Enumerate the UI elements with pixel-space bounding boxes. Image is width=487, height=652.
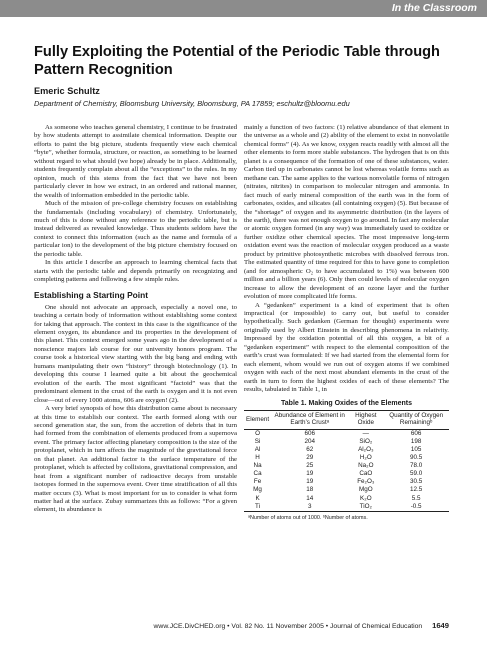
table-cell: 12.5 bbox=[410, 486, 423, 494]
table-cell: MgO bbox=[359, 486, 373, 494]
table-row bbox=[244, 478, 449, 486]
table-cell: 59.0 bbox=[410, 470, 423, 478]
table-cell: — bbox=[362, 429, 369, 437]
table-cell: Mg bbox=[253, 486, 262, 494]
table-cell: K₂O bbox=[360, 494, 372, 502]
table-cell: 90.5 bbox=[410, 454, 423, 462]
table-cell: 105 bbox=[410, 445, 422, 453]
author-affiliation: Department of Chemistry, Bloomsburg University, Bloomsburg, PA 17859; eschultz@bloomu.edu bbox=[34, 99, 350, 108]
author-name: Emeric Schultz bbox=[34, 86, 100, 96]
table-cell: Na bbox=[253, 462, 262, 470]
table-cell: 19 bbox=[306, 470, 314, 478]
journal-citation: www.JCE.DivCHED.org • Vol. 82 No. 11 November 2005 • Journal of Chemical Education bbox=[153, 623, 423, 630]
page-footer bbox=[0, 621, 449, 630]
table-cell: 25 bbox=[306, 462, 314, 470]
table-cell: TiO₂ bbox=[359, 502, 372, 510]
table-cell: 29 bbox=[306, 454, 314, 462]
table-cell: SiO₂ bbox=[359, 437, 373, 445]
body-paragraph: One should not advocate an approach, especially a novel one, to teaching a certain body of information without establishing some context for taking that approach. The context in this case is the significance of the element oxygen, its abundance and its properties in the development of this planet. This context emerged some years ago in the development of a nonscience majors lab course for our university honors program. The course took a historical view starting with the big bang and ending with humans manipulating their own “history” through biotechnology (1). In developing this course I learned quite a bit about the geochemical evolution of the earth. The most significant “factoid” was that the predominant element in the crust of the earth is oxygen and it is not even close—out of every 1000 atoms, 606 are oxygen! (2). bbox=[34, 303, 237, 404]
table-cell: 606 bbox=[410, 429, 422, 437]
table-cell: Ca bbox=[253, 470, 262, 478]
table-header-cell: Abundance of Element in Earth’s Crustᵃ bbox=[271, 410, 348, 429]
table-row bbox=[244, 438, 449, 446]
table-header-cell: Highest Oxide bbox=[348, 410, 383, 429]
table-cell: 78.0 bbox=[410, 462, 423, 470]
table-row bbox=[244, 462, 449, 470]
body-paragraph: In this article I describe an approach to learning chemical facts that starts with the periodic table and depends primarily on recognizing and completing patterns and following a few simple rules. bbox=[34, 259, 237, 284]
body-paragraph: A very brief synopsis of how this distribution came about is necessary at this time to establish our context. The earth formed along with our second generation star, the sun, from the accretion of debris that in turn had formed from the combination of elements produced from a supernova event. The primary factor affecting planetary composition is the size of the protoplanet, which in turn affects the magnitude of the gravitational force on that planet. An additional factor is the surface temperature of the protoplanet, which is affected by collisions, gravitational compression, and heat from a significant number of radioactive decays from unstable isotopes formed in the supernova event. Over time stratification of all this matter occurs (3). What is most important for us to consider is what form matter had at the surface. Zubay summarizes this as follows: “For a given element, its abundance is bbox=[34, 405, 237, 514]
table-header-cell: Quantity of Oxygen Remainingᵇ bbox=[383, 410, 449, 429]
table-row bbox=[244, 470, 449, 478]
table-footnote: ᵃNumber of atoms out of 1000. ᵇNumber of atoms. bbox=[248, 514, 368, 521]
table-cell: Fe₂O₃ bbox=[357, 478, 375, 486]
table-cell: O bbox=[255, 429, 260, 437]
table-cell: 606 bbox=[304, 429, 315, 437]
section-tag: In the Classroom bbox=[391, 2, 477, 14]
table-cell: 18 bbox=[306, 486, 314, 494]
table-row bbox=[244, 495, 449, 503]
table-cell: 14 bbox=[306, 494, 314, 502]
table-cell: 198 bbox=[410, 437, 422, 445]
article-title: Fully Exploiting the Potential of the Periodic Table through Pattern Recognition bbox=[34, 44, 440, 78]
table-cell: Al bbox=[254, 445, 261, 453]
body-paragraph: Much of the mission of pre-college chemistry focuses on establishing the fundamentals (including vocabulary) of chemistry. Unfortunately, much of this is done without any reference to the periodic table, but is instead delivered as revealed knowledge. Thus students seldom have the context to connect this information (such as the name and formula of a particular ion) to the development of the big picture chemistry focused on the periodic table. bbox=[34, 200, 237, 258]
table-row bbox=[244, 429, 449, 438]
table-cell: Ti bbox=[255, 502, 261, 510]
section-heading: Establishing a Starting Point bbox=[34, 289, 149, 300]
table-cell: Si bbox=[254, 437, 261, 445]
table-cell: 3 bbox=[307, 502, 312, 510]
table-cell: -0.5 bbox=[410, 502, 422, 510]
table-row bbox=[244, 446, 449, 454]
table-row bbox=[244, 486, 449, 494]
table-cell: 62 bbox=[306, 445, 314, 453]
table-caption: Table 1. Making Oxides of the Elements bbox=[281, 399, 412, 407]
table-header-cell: Element bbox=[244, 410, 271, 429]
section-header-bar bbox=[0, 0, 487, 17]
body-paragraph: mainly a function of two factors: (1) relative abundance of that element in the universe as a whole and (2) ability of the element to exist in nonvolatile chemical forms” (4). As we know, oxygen reacts readily with almost all the other elements to form more stable substances. The hydrogen that is on this planet is a consequence of the formation of one of these substances, water. Carbon tied up in carbonates cannot be lost whereas volatile forms such as methane can. The same applies to the various nonvolatile forms of nitrogen (nitrates, nitrites) in comparison to molecular nitrogen and ammonia. In fact much of early mineral composition of the earth was in the form of carbonates, oxides, and silicates (all containing oxygen) (5). But because of the “shortage” of oxygen and its asymmetric distribution (in the layers of the earth), there was not enough oxygen to go around. In fact any molecular or atomic oxygen formed (in any way) was immediately used to oxidize or further oxidize other chemical species. The most impressive long-term oxidation event was the reaction of molecular oxygen produced as a waste product by primitive photosynthetic microbes with dissolved ferrous iron. The estimated quantity of time required for this to have gone to completion (and for atmospheric O₂ to have accumulated to 1%) was between 600 million and a billion years (6). Only then could levels of molecular oxygen increase to allow the development of an ozone layer and the further evolution of more complicated life forms. bbox=[244, 124, 449, 301]
oxides-table bbox=[244, 410, 449, 512]
table-cell: 30.5 bbox=[410, 478, 423, 486]
table-body bbox=[244, 429, 449, 511]
table-cell: Fe bbox=[253, 478, 262, 486]
table-row bbox=[244, 454, 449, 462]
page-number: 1649 bbox=[432, 621, 449, 630]
body-paragraph: A “gedanken” experiment is a kind of experiment that is often impractical (or impossible) to carry out, but useful to consider hypothetically. Such gedanken (German for thought) experiments were originally used by Albert Einstein in describing phenomena in relativity. Impressed by the oxidation potential of all this oxygen, a bit of a “gedanken experiment” with respect to the elemental composition of the earth’s crust was formulated: If we had started from the elemental form for each element, whom would we run out of oxygen atoms if we combined oxygen with each of the next most abundant elements in the crust of the earth in turn to form the highest oxides of each of these elements? The results, tabulated in Table 1, in bbox=[244, 301, 449, 394]
left-column bbox=[34, 124, 237, 614]
table-cell: Al₂O₃ bbox=[358, 445, 374, 453]
table-cell: 204 bbox=[304, 437, 315, 445]
table-1 bbox=[244, 400, 449, 523]
table-cell: Na₂O bbox=[358, 462, 374, 470]
table-cell: 5.5 bbox=[411, 494, 421, 502]
table-header-row bbox=[244, 410, 449, 429]
right-column bbox=[244, 124, 449, 614]
table-row bbox=[244, 503, 449, 512]
table-cell: K bbox=[255, 494, 260, 502]
body-paragraph: As someone who teaches general chemistry, I continue to be frustrated by how students attempt to assimilate chemical information. Despite our efforts to paint the big picture, students frequently view each chemical “byte”, whether formula, structure, or reaction, as something to be learned without regard to what should (we hope) already be in place. Additionally, students frequently complain about all the “exceptions” to the rules. In my opinion, much of this stems from the fact that we have not been particularly clever in how we extract, in an ordered and rational manner, the wealth of information embedded in the periodic table. bbox=[34, 124, 237, 199]
table-cell: CaO bbox=[359, 470, 373, 478]
table-cell: 19 bbox=[306, 478, 314, 486]
table-cell: H bbox=[255, 454, 260, 462]
table-cell: H₂O bbox=[359, 454, 372, 462]
